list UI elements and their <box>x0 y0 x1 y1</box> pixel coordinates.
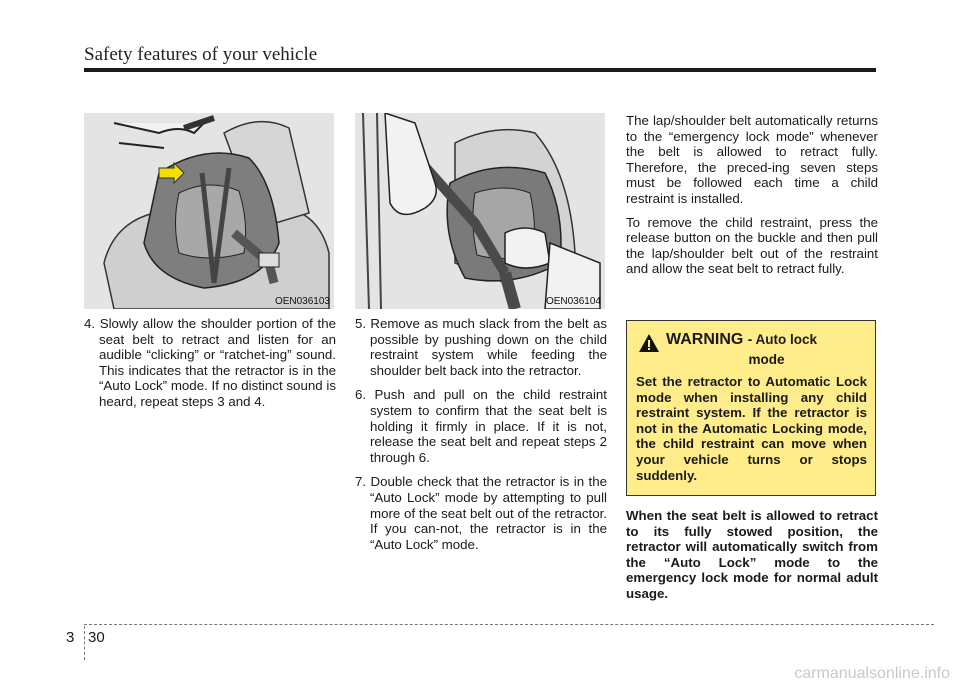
paragraph-emergency-lock: The lap/shoulder belt automatically returns to the “emergency lock mode” whenever the belt is allowed to retract fully. Therefore, the preced-ing seven steps must be followed each time a child restraint is installed. <box>626 113 878 206</box>
warning-subtitle: - Auto lock <box>747 332 818 347</box>
column-2 <box>355 316 607 561</box>
step-6: 6. Push and pull on the child restraint system to confirm that the seat belt is holding it firmly in place. If it is not, release the seat belt and repeat steps 2 through 6. <box>355 387 607 465</box>
warning-box <box>626 320 876 496</box>
child-seat-illustration-2 <box>355 113 605 309</box>
warning-header <box>636 331 867 353</box>
child-seat-illustration-1 <box>84 113 334 309</box>
column-3 <box>626 113 878 285</box>
chapter-number: 3 <box>66 629 75 646</box>
warning-subtitle-line2: mode <box>748 352 785 367</box>
watermark: carmanualsonline.info <box>794 665 950 682</box>
figure-remove-slack <box>355 113 605 309</box>
step-4: 4. Slowly allow the shoulder portion of the seat belt to retract and listen for an audible “clicking” or “ratchet-ing” sound. This indicates that the retractor is in the “Auto Lock” mode. If no distinct sound is heard, repeat steps 3 and 4. <box>84 316 336 409</box>
header-rule <box>84 68 876 72</box>
figure-seat-belt-retract <box>84 113 334 309</box>
warning-title: WARNING <box>666 331 744 348</box>
paragraph-auto-switch: When the seat belt is allowed to retract to its fully stowed position, the retractor will automatically switch from the “Auto Lock” mode to the emergency lock mode for normal adult usage. <box>626 508 878 601</box>
page-number: 30 <box>88 629 105 646</box>
figure-code: OEN036104 <box>545 296 601 307</box>
step-7: 7. Double check that the retractor is in the “Auto Lock” mode by attempting to pull more of the seat belt out of the retractor. If you can-not, the retractor is in the “Auto Lock” mode. <box>355 474 607 552</box>
warning-triangle-icon <box>638 333 660 353</box>
column-1 <box>84 316 336 419</box>
footer-divider <box>84 626 85 660</box>
footer-rule <box>84 624 934 625</box>
figure-code: OEN036103 <box>274 296 330 307</box>
paragraph-remove-restraint: To remove the child restraint, press the release button on the buckle and then pull the lap/shoulder belt out of the restraint and allow the seat belt to retract fully. <box>626 214 878 277</box>
step-5: 5. Remove as much slack from the belt as possible by pushing down on the child restraint system while feeding the shoulder belt back into the retractor. <box>355 316 607 378</box>
page-header-title: Safety features of your vehicle <box>84 44 318 65</box>
warning-text: Set the retractor to Automatic Lock mode when installing any child restraint system. If the retractor is not in the Automatic Locking mode, the child restraint can move when your vehicle turns or stops suddenly. <box>636 374 867 483</box>
